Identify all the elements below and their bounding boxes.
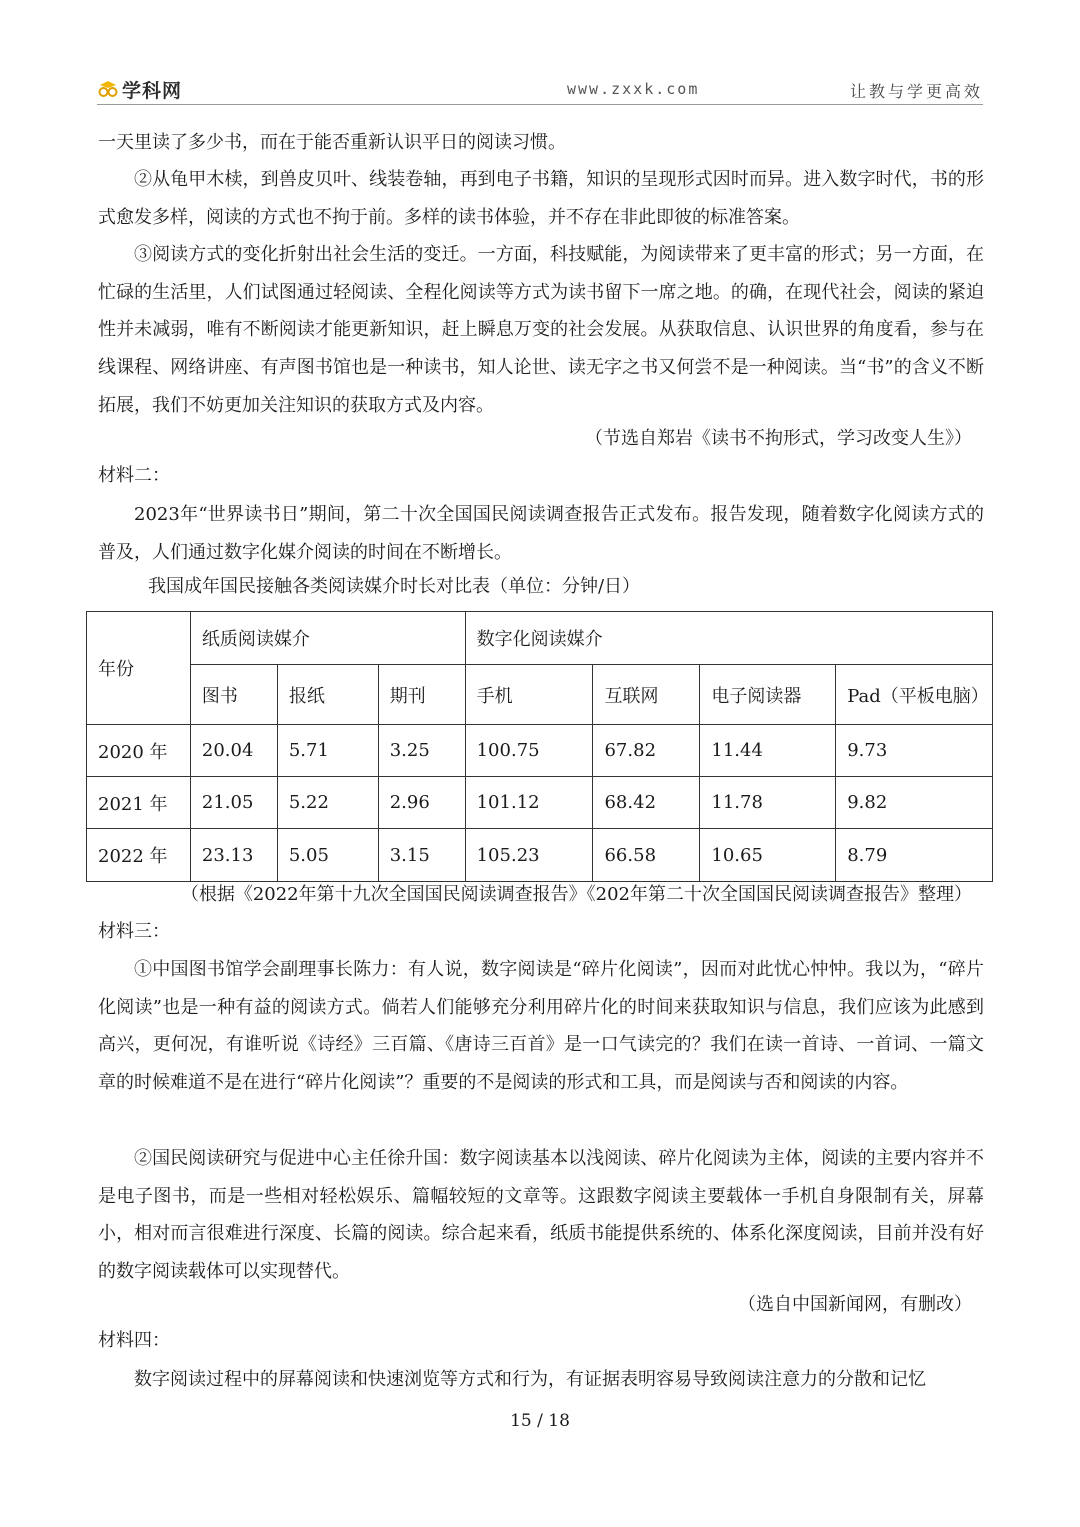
table-cell: 9.73 — [836, 725, 993, 777]
table-cell: 67.82 — [593, 725, 700, 777]
table-cell: 8.79 — [836, 829, 993, 882]
table-cell: 10.65 — [700, 829, 836, 882]
source-citation-2: （选自中国新闻网，有删改） — [738, 1294, 972, 1315]
row-year: 2022 年 — [87, 829, 191, 882]
table-cell: 66.58 — [593, 829, 700, 882]
source-citation-1: （节选自郑岩《读书不拘形式，学习改变人生》） — [585, 428, 972, 449]
table-cell: 100.75 — [465, 725, 593, 777]
column-header: 报纸 — [277, 665, 378, 725]
table-cell: 21.05 — [190, 777, 277, 829]
page-number: 15 / 18 — [510, 1411, 570, 1431]
table-cell: 11.78 — [700, 777, 836, 829]
table-row — [87, 725, 993, 777]
year-header: 年份 — [87, 612, 191, 725]
material-four-paragraph: 数字阅读过程中的屏幕阅读和快速浏览等方式和行为，有证据表明容易导致阅读注意力的分散和记忆 — [134, 1369, 926, 1390]
table-cell: 11.44 — [700, 725, 836, 777]
table-row — [87, 777, 993, 829]
page-header — [97, 76, 983, 105]
logo-glasses-icon — [97, 78, 119, 100]
column-header: 图书 — [190, 665, 277, 725]
header-slogan: 让教与学更高效 — [849, 82, 983, 101]
table-cell: 68.42 — [593, 777, 700, 829]
site-url[interactable]: www.zxxk.com — [567, 80, 700, 98]
table-cell: 5.22 — [277, 777, 378, 829]
site-logo[interactable] — [97, 76, 182, 102]
table-cell: 5.71 — [277, 725, 378, 777]
table-cell: 3.25 — [378, 725, 465, 777]
table-cell: 2.96 — [378, 777, 465, 829]
table-cell: 23.13 — [190, 829, 277, 882]
column-header: 互联网 — [593, 665, 700, 725]
row-year: 2020 年 — [87, 725, 191, 777]
table-cell: 9.82 — [836, 777, 993, 829]
column-header: Pad（平板电脑） — [836, 665, 993, 725]
table-row — [87, 829, 993, 882]
digital-media-header: 数字化阅读媒介 — [465, 612, 992, 665]
paragraph-continued: 一天里读了多少书，而在于能否重新认识平日的阅读习惯。 — [98, 132, 566, 153]
column-header: 手机 — [465, 665, 593, 725]
paragraph-3: ③阅读方式的变化折射出社会生活的变迁。一方面，科技赋能，为阅读带来了更丰富的形式；另一方面，在忙碌的生活里，人们试图通过轻阅读、全程化阅读等方式为读书留下一席之地。的确，在现代社会，阅读的紧迫性并未减弱，唯有不断阅读才能更新知识，赶上瞬息万变的社会发展。从获取信息、认识世界的角度看，参与在线课程、网络讲座、有声图书馆也是一种读书，知人论世、读无字之书又何尝不是一种阅读。当“书”的含义不断拓展，我们不妨更加关注知识的获取方式及内容。 — [98, 244, 984, 416]
table-source: （根据《2022年第十九次全国国民阅读调查报告》《202年第二十次全国国民阅读调查报告》整理） — [180, 884, 972, 905]
paper-media-header: 纸质阅读媒介 — [190, 612, 465, 665]
row-year: 2021 年 — [87, 777, 191, 829]
table-cell: 20.04 — [190, 725, 277, 777]
material-three-label: 材料三： — [98, 921, 170, 942]
table-cell: 5.05 — [277, 829, 378, 882]
table-cell: 105.23 — [465, 829, 593, 882]
material-two-paragraph: 2023年“世界读书日”期间，第二十次全国国民阅读调查报告正式发布。报告发现，随着数字化阅读方式的普及，人们通过数字化媒介阅读的时间在不断增长。 — [98, 504, 984, 563]
table-caption: 我国成年国民接触各类阅读媒介时长对比表（单位：分钟/日） — [148, 576, 641, 597]
material-three-paragraph-2: ②国民阅读研究与促进中心主任徐升国：数字阅读基本以浅阅读、碎片化阅读为主体，阅读的主要内容并不是电子图书，而是一些相对轻松娱乐、篇幅较短的文章等。这跟数字阅读主要载体一手机自身限制有关，屏幕小，相对而言很难进行深度、长篇的阅读。综合起来看，纸质书能提供系统的、体系化深度阅读，目前并没有好的数字阅读载体可以实现替代。 — [98, 1148, 984, 1283]
material-three-paragraph-1: ①中国图书馆学会副理事长陈力：有人说，数字阅读是“碎片化阅读”，因而对此忧心忡忡。我以为，“碎片化阅读”也是一种有益的阅读方式。倘若人们能够充分利用碎片化的时间来获取知识与信息，我们应该为此感到高兴，更何况，有谁听说《诗经》三百篇、《唐诗三百首》是一口气读完的？我们在读一首诗、一首词、一篇文章的时候难道不是在进行“碎片化阅读”？重要的不是阅读的形式和工具，而是阅读与否和阅读的内容。 — [98, 959, 984, 1094]
reading-media-table — [86, 611, 993, 882]
column-header: 期刊 — [378, 665, 465, 725]
table-cell: 101.12 — [465, 777, 593, 829]
table-group-header-row — [87, 612, 993, 665]
column-header: 电子阅读器 — [700, 665, 836, 725]
material-two-label: 材料二： — [98, 465, 170, 486]
material-four-label: 材料四： — [98, 1330, 170, 1351]
paragraph-2: ②从龟甲木椟，到兽皮贝叶、线装卷轴，再到电子书籍，知识的呈现形式因时而异。进入数字时代，书的形式愈发多样，阅读的方式也不拘于前。多样的读书体验，并不存在非此即彼的标准答案。 — [98, 169, 984, 228]
table-cell: 3.15 — [378, 829, 465, 882]
table-column-header-row — [87, 665, 993, 725]
logo-text: 学科网 — [122, 79, 183, 102]
